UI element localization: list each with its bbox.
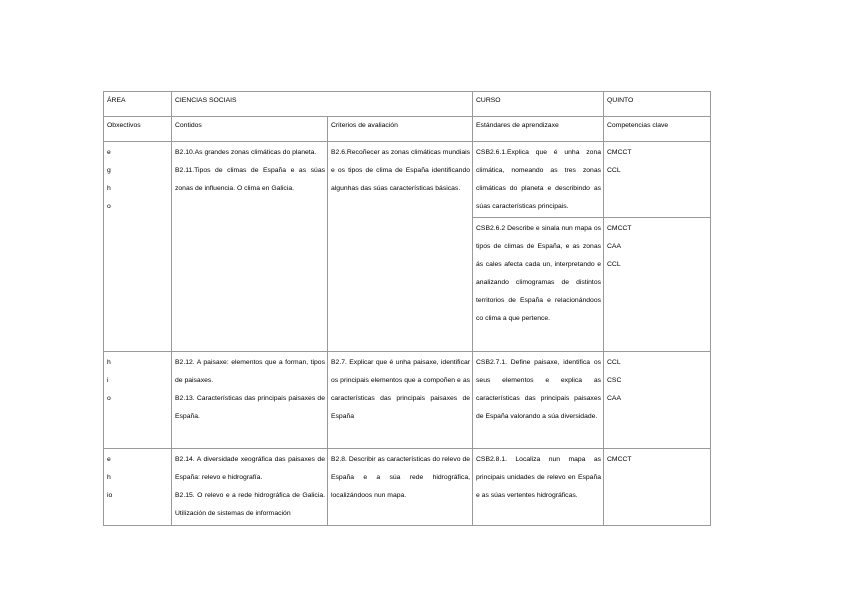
criteria-cell: B2.6.Recoñecer as zonas climáticas mundiais e os tipos de clima de España identificando algunhas das súas características básicas. bbox=[328, 142, 473, 352]
content-item: B2.10.As grandes zonas climáticas do planeta. bbox=[175, 149, 317, 156]
objective-item: h bbox=[107, 185, 111, 192]
contents-cell bbox=[172, 352, 328, 449]
objectives-cell bbox=[104, 352, 172, 449]
course-label: CURSO bbox=[473, 92, 604, 117]
standards-header: Estándares de aprendizaxe bbox=[473, 117, 604, 142]
table-row bbox=[104, 449, 711, 526]
competences-cell bbox=[604, 218, 711, 352]
content-item: B2.11.Tipos de climas de España e as súas zonas de influencia. O clima en Galicia. bbox=[175, 167, 325, 192]
column-header-row bbox=[104, 117, 711, 142]
standard-cell: CSB2.6.1.Explica que é unha zona climática, nomeando as tres zonas climáticas do planeta e describindo as súas características principais. bbox=[473, 142, 604, 218]
competences-cell bbox=[604, 449, 711, 526]
competence-item: CAA bbox=[607, 243, 621, 250]
objective-item: o bbox=[107, 395, 111, 402]
table-row bbox=[104, 142, 711, 218]
standard-cell: CSB2.8.1. Localiza nun mapa as principais unidades de relevo en España e as súas vertentes hidrográficas. bbox=[473, 449, 604, 526]
standard-cell: CSB2.6.2 Describe e sinala nun mapa os tipos de climas de España, e as zonas ás cales afecta cada un, interpretando e analizando climogramas de distintos territorios de España e relacionándoos co clima a que pertence. bbox=[473, 218, 604, 352]
objectives-header: Obxectivos bbox=[104, 117, 172, 142]
content-item: B2.12. A paisaxe: elementos que a forman, tipos de paisaxes. bbox=[175, 359, 325, 384]
competence-item: CCL bbox=[607, 359, 621, 366]
criteria-header: Criterios de avaliación bbox=[328, 117, 473, 142]
objective-item: h bbox=[107, 359, 111, 366]
objective-item: i bbox=[107, 377, 109, 384]
objective-item: io bbox=[107, 492, 113, 499]
objective-item: h bbox=[107, 474, 111, 481]
contents-header: Contidos bbox=[172, 117, 328, 142]
competence-item: CMCCT bbox=[607, 225, 632, 232]
table-row bbox=[104, 352, 711, 449]
objective-item: e bbox=[107, 149, 111, 156]
content-item: B2.14. A diversidade xeográfica das paisaxes de España: relevo e hidrografía. bbox=[175, 456, 325, 481]
competence-item: CAA bbox=[607, 395, 621, 402]
competence-item: CCL bbox=[607, 261, 621, 268]
competences-cell bbox=[604, 352, 711, 449]
objective-item: g bbox=[107, 167, 111, 174]
curriculum-table bbox=[103, 91, 711, 526]
objective-item: o bbox=[107, 203, 111, 210]
criteria-cell: B2.7. Explicar que é unha paisaxe, identificar os principais elementos que a compoñen e as características das principais paisaxes de España bbox=[328, 352, 473, 449]
competences-cell bbox=[604, 142, 711, 218]
objectives-cell bbox=[104, 142, 172, 352]
area-course-row bbox=[104, 92, 711, 117]
content-item: B2.13. Características das principais paisaxes de España. bbox=[175, 395, 325, 420]
competence-item: CMCCT bbox=[607, 456, 632, 463]
criteria-cell: B2.8. Describir as características do relevo de España e a súa rede hidrográfica, localizándoos nun mapa. bbox=[328, 449, 473, 526]
objectives-cell bbox=[104, 449, 172, 526]
content-item: B2.15. O relevo e a rede hidrográfica de Galicia. Utilización de sistemas de información bbox=[175, 492, 325, 517]
objective-item: e bbox=[107, 456, 111, 463]
area-label: ÁREA bbox=[104, 92, 172, 117]
competence-item: CSC bbox=[607, 377, 622, 384]
standard-cell: CSB2.7.1. Define paisaxe, identifica os seus elementos e explica as características das principais paisaxes de España valorando a súa diversidade. bbox=[473, 352, 604, 449]
competence-item: CMCCT bbox=[607, 149, 632, 156]
course-value: QUINTO bbox=[604, 92, 711, 117]
contents-cell bbox=[172, 142, 328, 352]
competences-header: Competencias clave bbox=[604, 117, 711, 142]
area-value: CIENCIAS SOCIAIS bbox=[172, 92, 473, 117]
competence-item: CCL bbox=[607, 167, 621, 174]
contents-cell bbox=[172, 449, 328, 526]
